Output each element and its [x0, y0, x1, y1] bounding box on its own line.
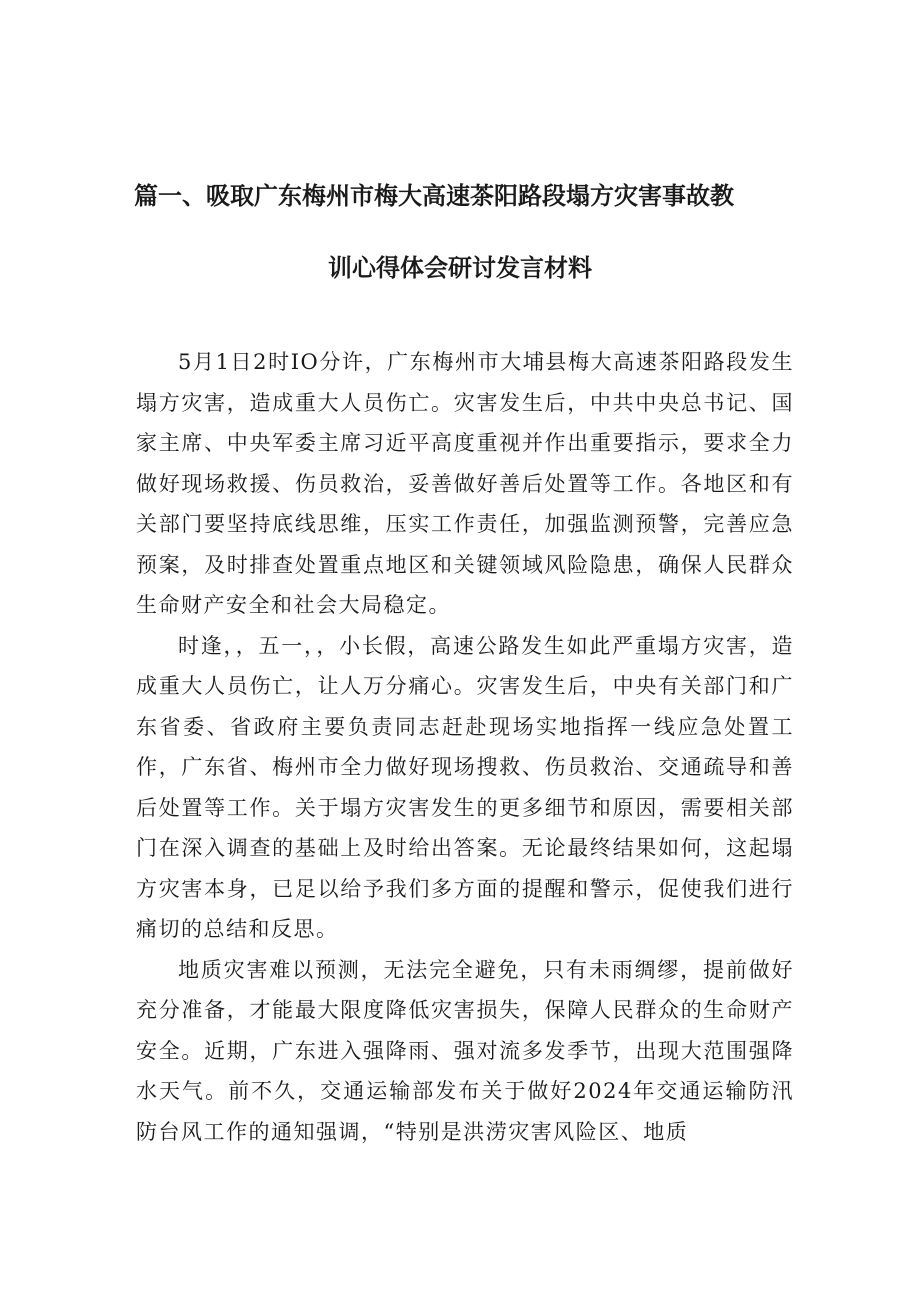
document-title-line-1: 篇一、吸取广东梅州市梅大高速茶阳路段塌方灾害事故教	[134, 182, 734, 210]
document-title-line-2: 训心得体会研讨发言材料	[328, 254, 592, 282]
document-body	[136, 342, 794, 1152]
body-paragraph-1: 5月1日2时IO分许，广东梅州市大埔县梅大高速茶阳路段发生塌方灾害，造成重大人员伤亡。灾害发生后，中共中央总书记、国家主席、中央军委主席习近平高度重视并作出重要指示，要求全力做好现场救援、伤员救治，妥善做好善后处置等工作。各地区和有关部门要坚持底线思维，压实工作责任，加强监测预警，完善应急预案，及时排查处置重点地区和关键领域风险隐患，确保人民群众生命财产安全和社会大局稳定。	[136, 350, 794, 617]
body-paragraph-2: 时逢，，五一，，小长假，高速公路发生如此严重塌方灾害，造成重大人员伤亡，让人万分痛心。灾害发生后，中央有关部门和广东省委、省政府主要负责同志赶赴现场实地指挥一线应急处置工作，广东省、梅州市全力做好现场搜救、伤员救治、交通疏导和善后处置等工作。关于塌方灾害发生的更多细节和原因，需要相关部门在深入调查的基础上及时给出答案。无论最终结果如何，这起塌方灾害本身，已足以给予我们多方面的提醒和警示，促使我们进行痛切的总结和反思。	[136, 633, 794, 941]
body-paragraph-3: 地质灾害难以预测，无法完全避免，只有未雨绸缪，提前做好充分准备，才能最大限度降低灾害损失，保障人民群众的生命财产安全。近期，广东进入强降雨、强对流多发季节，出现大范围强降水天气。前不久，交通运输部发布关于做好2024年交通运输防汛防台风工作的通知强调，“特别是洪涝灾害风险区、地质	[136, 957, 794, 1144]
